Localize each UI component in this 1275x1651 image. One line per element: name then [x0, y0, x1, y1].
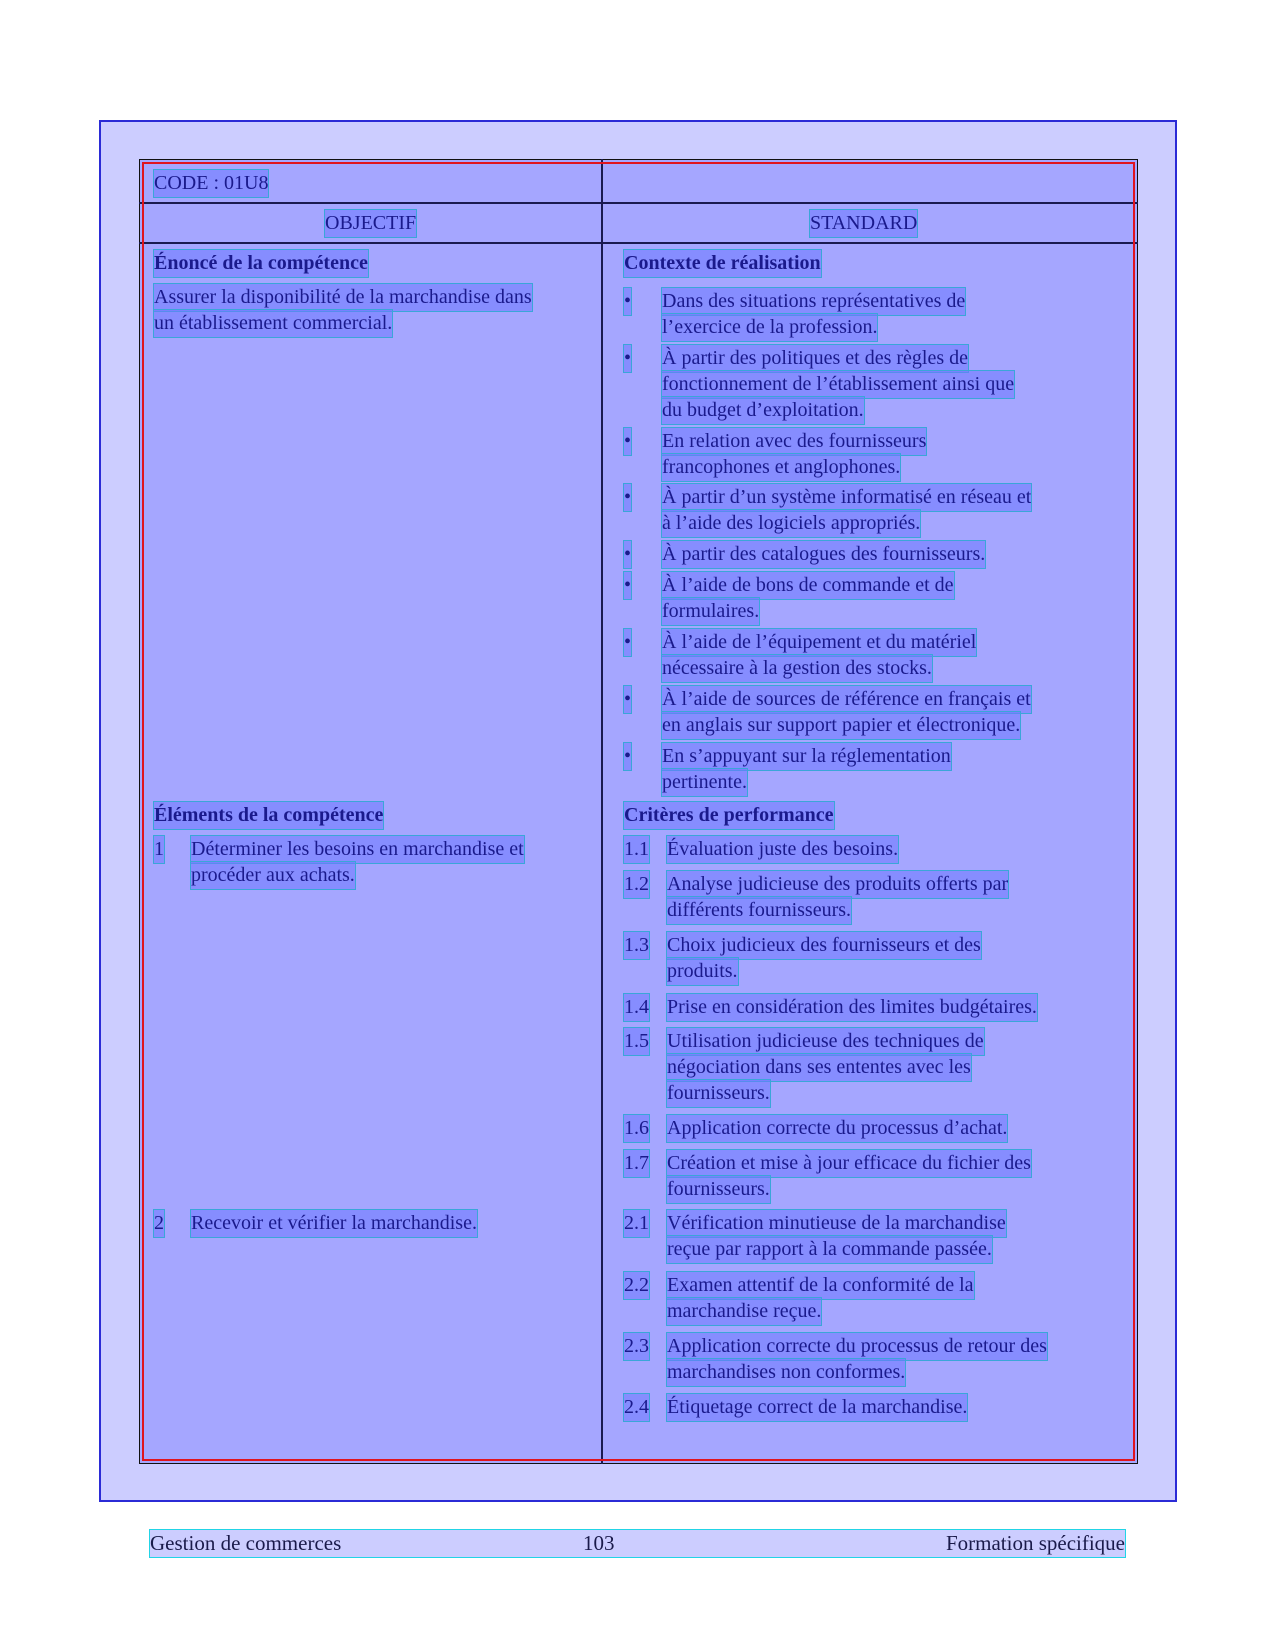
contexte-line: À partir des politiques et des règles de [662, 345, 968, 372]
critere-number: 1.3 [624, 932, 649, 959]
contexte-line: À partir d’un système informatisé en réseau et [662, 484, 1031, 511]
column-divider [601, 159, 603, 1464]
bullet-icon: • [624, 428, 631, 455]
contexte-line: À l’aide de l’équipement et du matériel [662, 629, 976, 656]
elements-title: Éléments de la compétence [154, 802, 383, 829]
bullet-icon: • [624, 629, 631, 656]
critere-line: Étiquetage correct de la marchandise. [667, 1394, 967, 1421]
bullet-icon: • [624, 686, 631, 713]
critere-line: reçue par rapport à la commande passée. [667, 1236, 992, 1263]
contexte-line: l’exercice de la profession. [662, 314, 877, 341]
bullet-icon: • [624, 541, 631, 568]
bullet-icon: • [624, 743, 631, 770]
contexte-line: Dans des situations représentatives de [662, 288, 965, 315]
contexte-line: À l’aide de bons de commande et de [662, 572, 954, 599]
critere-line: produits. [667, 958, 738, 985]
critere-number: 2.4 [624, 1394, 649, 1421]
critere-line: Application correcte du processus de retour des [667, 1333, 1047, 1360]
enonce-line: Assurer la disponibilité de la marchandise dans [154, 284, 532, 311]
bullet-icon: • [624, 484, 631, 511]
critere-line: fournisseurs. [667, 1080, 770, 1107]
critere-line: Prise en considération des limites budgétaires. [667, 994, 1037, 1021]
contexte-line: formulaires. [662, 598, 759, 625]
header-standard: STANDARD [810, 210, 917, 237]
contexte-line: francophones et anglophones. [662, 454, 900, 481]
criteres-title: Critères de performance [624, 802, 834, 829]
critere-line: marchandises non conformes. [667, 1359, 905, 1386]
critere-number: 2.2 [624, 1272, 649, 1299]
critere-line: Création et mise à jour efficace du fichier des [667, 1150, 1031, 1177]
critere-number: 2.1 [624, 1210, 649, 1237]
critere-line: Utilisation judicieuse des techniques de [667, 1028, 984, 1055]
bullet-icon: • [624, 572, 631, 599]
contexte-line: En relation avec des fournisseurs [662, 428, 926, 455]
page-number: 103 [583, 1531, 615, 1555]
critere-line: Examen attentif de la conformité de la [667, 1272, 974, 1299]
page-footer [150, 1530, 1125, 1557]
critere-number: 1.4 [624, 994, 649, 1021]
critere-line: marchandise reçue. [667, 1298, 821, 1325]
contexte-line: En s’appuyant sur la réglementation [662, 743, 951, 770]
critere-number: 1.5 [624, 1028, 649, 1055]
contexte-line: À partir des catalogues des fournisseurs. [662, 541, 985, 568]
element-line: Déterminer les besoins en marchandise et [191, 836, 524, 863]
critere-line: fournisseurs. [667, 1176, 770, 1203]
header-objectif: OBJECTIF [325, 210, 416, 237]
contexte-line: pertinente. [662, 769, 747, 796]
critere-line: Application correcte du processus d’achat. [667, 1115, 1007, 1142]
contexte-line: nécessaire à la gestion des stocks. [662, 655, 932, 682]
critere-number: 1.6 [624, 1115, 649, 1142]
contexte-line: À l’aide de sources de référence en français et [662, 686, 1031, 713]
code-label: CODE : 01U8 [154, 170, 268, 197]
contexte-line: du budget d’exploitation. [662, 397, 864, 424]
critere-line: Évaluation juste des besoins. [667, 836, 898, 863]
critere-line: Choix judicieux des fournisseurs et des [667, 932, 981, 959]
element-line: procéder aux achats. [191, 862, 355, 889]
critere-line: différents fournisseurs. [667, 897, 851, 924]
contexte-line: fonctionnement de l’établissement ainsi que [662, 371, 1014, 398]
critere-number: 1.1 [624, 836, 649, 863]
contexte-title: Contexte de réalisation [624, 250, 821, 277]
element-number: 2 [154, 1210, 164, 1237]
enonce-title: Énoncé de la compétence [154, 250, 368, 277]
element-line: Recevoir et vérifier la marchandise. [191, 1210, 477, 1237]
critere-line: Analyse judicieuse des produits offerts par [667, 871, 1008, 898]
bullet-icon: • [624, 345, 631, 372]
critere-number: 1.7 [624, 1150, 649, 1177]
footer-right: Formation spécifique [945, 1531, 1125, 1555]
contexte-line: en anglais sur support papier et électronique. [662, 712, 1020, 739]
critere-number: 1.2 [624, 871, 649, 898]
critere-line: négociation dans ses ententes avec les [667, 1054, 971, 1081]
critere-line: Vérification minutieuse de la marchandise [667, 1210, 1006, 1237]
bullet-icon: • [624, 288, 631, 315]
critere-number: 2.3 [624, 1333, 649, 1360]
element-number: 1 [154, 836, 164, 863]
row-divider-header [139, 242, 1138, 244]
footer-left: Gestion de commerces [150, 1531, 342, 1555]
row-divider-code [139, 202, 1138, 204]
enonce-line: un établissement commercial. [154, 310, 392, 337]
contexte-line: à l’aide des logiciels appropriés. [662, 510, 920, 537]
